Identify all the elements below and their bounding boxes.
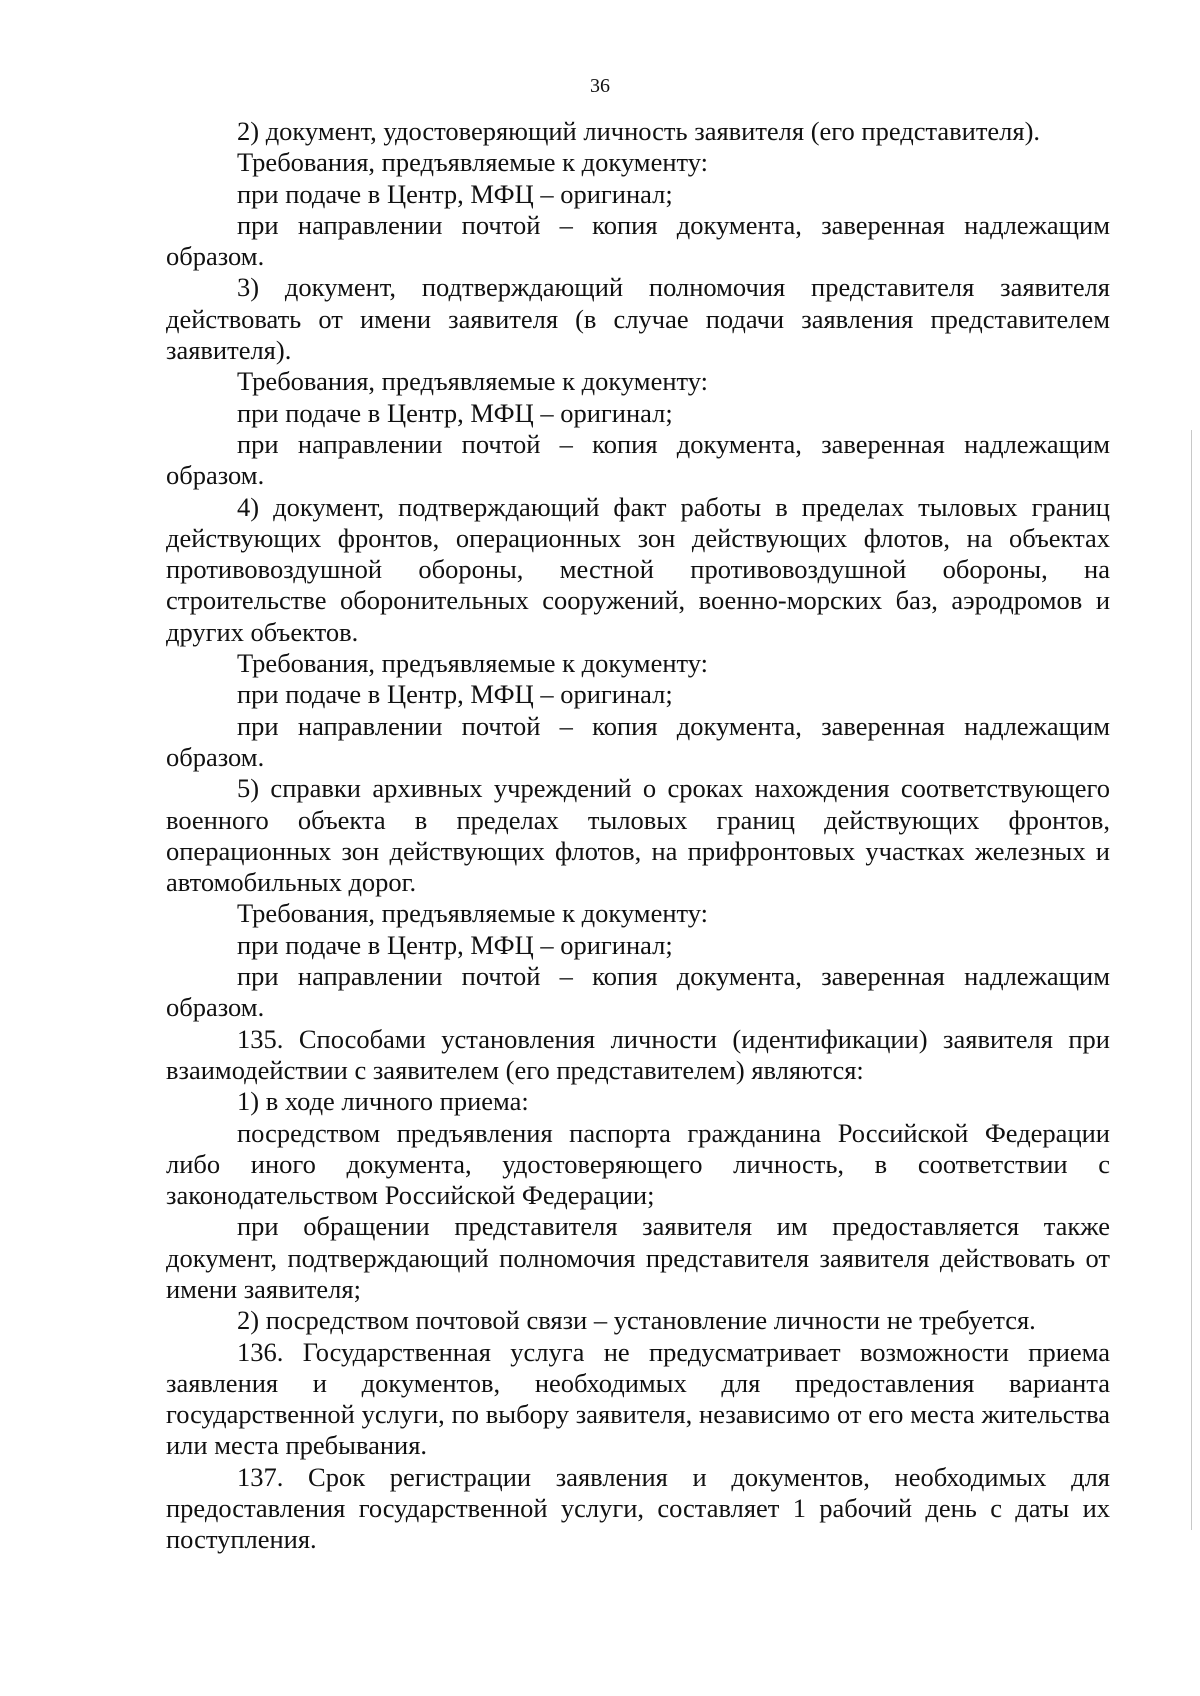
- paragraph: при направлении почтой – копия документа, заверенная надлежащим образом.: [166, 209, 1110, 272]
- paragraph: при направлении почтой – копия документа, заверенная надлежащим образом.: [166, 428, 1110, 491]
- paragraph: посредством предъявления паспорта гражданина Российской Федерации либо иного документа, удостоверяющего личность, в соответствии с законодательством Российской Федерации;: [166, 1117, 1110, 1211]
- paragraph: Требования, предъявляемые к документу:: [237, 147, 709, 178]
- paragraph: Требования, предъявляемые к документу:: [237, 366, 709, 397]
- paragraph: Требования, предъявляемые к документу:: [237, 898, 709, 929]
- paragraph: при подаче в Центр, МФЦ – оригинал;: [237, 929, 673, 960]
- page-number: 36: [590, 75, 610, 97]
- paragraph: 137. Срок регистрации заявления и документов, необходимых для предоставления государственной услуги, составляет 1 рабочий день с даты их поступления.: [166, 1461, 1110, 1555]
- paragraph: 1) в ходе личного приема:: [237, 1086, 529, 1117]
- document-body: [166, 116, 1110, 1556]
- paragraph: при направлении почтой – копия документа, заверенная надлежащим образом.: [166, 961, 1110, 1023]
- paragraph: 135. Способами установления личности (идентификации) заявителя при взаимодействии с заявителем (его представителем) являются:: [166, 1023, 1110, 1085]
- paragraph: 3) документ, подтверждающий полномочия представителя заявителя действовать от имени заявителя (в случае подачи заявления представителем заявителя).: [166, 272, 1110, 366]
- paragraph: при направлении почтой – копия документа, заверенная надлежащим образом.: [166, 710, 1110, 772]
- paragraph: при подаче в Центр, МФЦ – оригинал;: [237, 178, 673, 209]
- paragraph: при подаче в Центр, МФЦ – оригинал;: [237, 397, 673, 428]
- paragraph: 2) посредством почтовой связи – установление личности не требуется.: [237, 1305, 1036, 1336]
- paragraph: Требования, предъявляемые к документу:: [237, 648, 709, 679]
- paragraph: 4) документ, подтверждающий факт работы в пределах тыловых границ действующих фронтов, операционных зон действующих флотов, на объектах противовоздушной обороны, местной противовоздушной обороны, на строительстве оборонительных сооружений, военно-морских баз, аэродромов и других объектов.: [166, 491, 1110, 647]
- paragraph: при обращении представителя заявителя им предоставляется также документ, подтверждающий полномочия представителя заявителя действовать от имени заявителя;: [166, 1211, 1110, 1304]
- paragraph: 5) справки архивных учреждений о сроках нахождения соответствующего военного объекта в пределах тыловых границ действующих фронтов, операционных зон действующих флотов, на прифронтовых участках железных и автомобильных дорог.: [166, 773, 1110, 898]
- paragraph: при подаче в Центр, МФЦ – оригинал;: [237, 679, 673, 710]
- scan-edge-line: [1191, 430, 1192, 1530]
- paragraph: 2) документ, удостоверяющий личность заявителя (его представителя).: [237, 116, 1041, 146]
- paragraph: 136. Государственная услуга не предусматривает возможности приема заявления и документов, необходимых для предоставления варианта государственной услуги, по выбору заявителя, независимо от его места жительства или места пребывания.: [166, 1336, 1110, 1461]
